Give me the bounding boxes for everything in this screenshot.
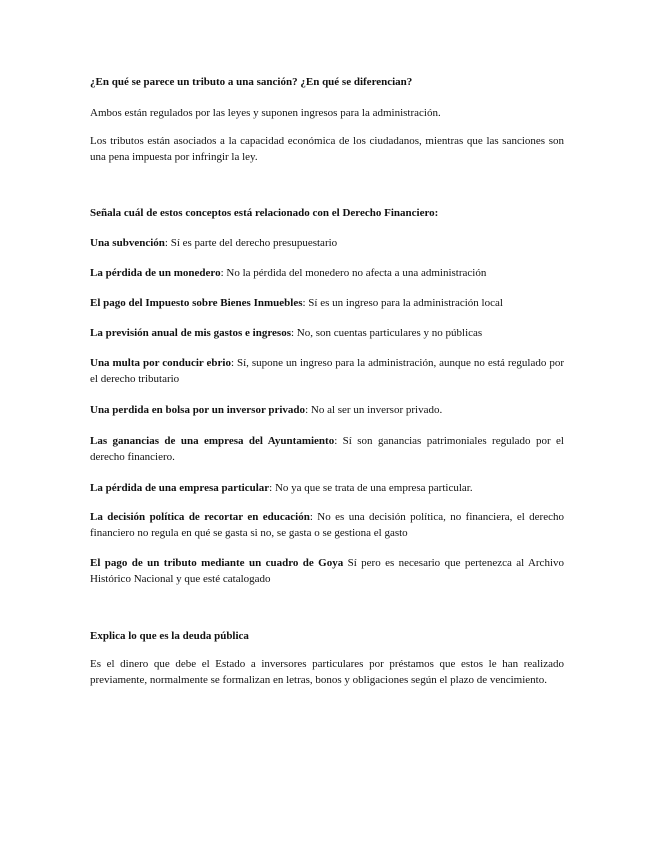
item-answer: : Sí, supone un ingreso para la administración, aunque no está regulado por el derecho tributario bbox=[90, 357, 564, 385]
list-item bbox=[90, 235, 564, 251]
list-item bbox=[90, 355, 564, 387]
item-term: Las ganancias de una empresa del Ayuntamiento bbox=[90, 435, 335, 447]
list-item bbox=[90, 555, 564, 587]
item-term: Una perdida en bolsa por un inversor privado bbox=[90, 404, 306, 416]
section-heading-tributo-sancion: ¿En qué se parece un tributo a una sanción? ¿En qué se diferencian? bbox=[90, 76, 413, 88]
item-answer: : No, son cuentas particulares y no públicas bbox=[290, 327, 483, 339]
paragraph: Ambos están regulados por las leyes y suponen ingresos para la administración. bbox=[90, 107, 441, 119]
list-item bbox=[90, 265, 564, 281]
item-answer: : No es una decisión política, no financiera, el derecho financiero no regula en qué se gasta si no, se gasta o se gestiona el gasto bbox=[90, 511, 564, 539]
list-item bbox=[90, 295, 564, 311]
item-term: La previsión anual de mis gastos e ingresos bbox=[90, 327, 291, 339]
item-term: Una multa por conducir ebrio bbox=[90, 357, 231, 369]
item-answer: : No ya que se trata de una empresa particular. bbox=[269, 482, 473, 494]
list-item bbox=[90, 325, 564, 341]
item-answer: : Sí es un ingreso para la administración local bbox=[302, 297, 503, 309]
item-term: La pérdida de un monedero bbox=[90, 267, 221, 279]
list-item bbox=[90, 402, 564, 418]
item-term: La decisión política de recortar en educación bbox=[90, 511, 310, 523]
list-item bbox=[90, 509, 564, 541]
item-term: Una subvención bbox=[90, 237, 165, 249]
list-item bbox=[90, 480, 564, 496]
section-heading-derecho-financiero: Señala cuál de estos conceptos está relacionado con el Derecho Financiero: bbox=[90, 207, 439, 219]
item-answer: : Sí son ganancias patrimoniales regulado por el derecho financiero. bbox=[90, 435, 564, 463]
item-answer: : No la pérdida del monedero no afecta a una administración bbox=[220, 267, 487, 279]
section-heading-deuda-publica: Explica lo que es la deuda pública bbox=[90, 630, 249, 642]
list-item bbox=[90, 433, 564, 465]
item-answer: : Sí es parte del derecho presupuestario bbox=[164, 237, 338, 249]
item-answer: : No al ser un inversor privado. bbox=[305, 404, 443, 416]
item-answer: Sí pero es necesario que pertenezca al Archivo Histórico Nacional y que esté catalogado bbox=[90, 557, 564, 585]
paragraph: Los tributos están asociados a la capacidad económica de los ciudadanos, mientras que las sanciones son una pena impuesta por infringir la ley. bbox=[90, 135, 564, 163]
item-term: La pérdida de una empresa particular bbox=[90, 482, 270, 494]
paragraph: Es el dinero que debe el Estado a inversores particulares por préstamos que estos le han realizado previamente, normalmente se formalizan en letras, bonos y obligaciones según el plazo de vencimiento. bbox=[90, 658, 564, 686]
item-term: El pago de un tributo mediante un cuadro de Goya bbox=[90, 557, 344, 569]
item-term: El pago del Impuesto sobre Bienes Inmuebles bbox=[90, 297, 303, 309]
